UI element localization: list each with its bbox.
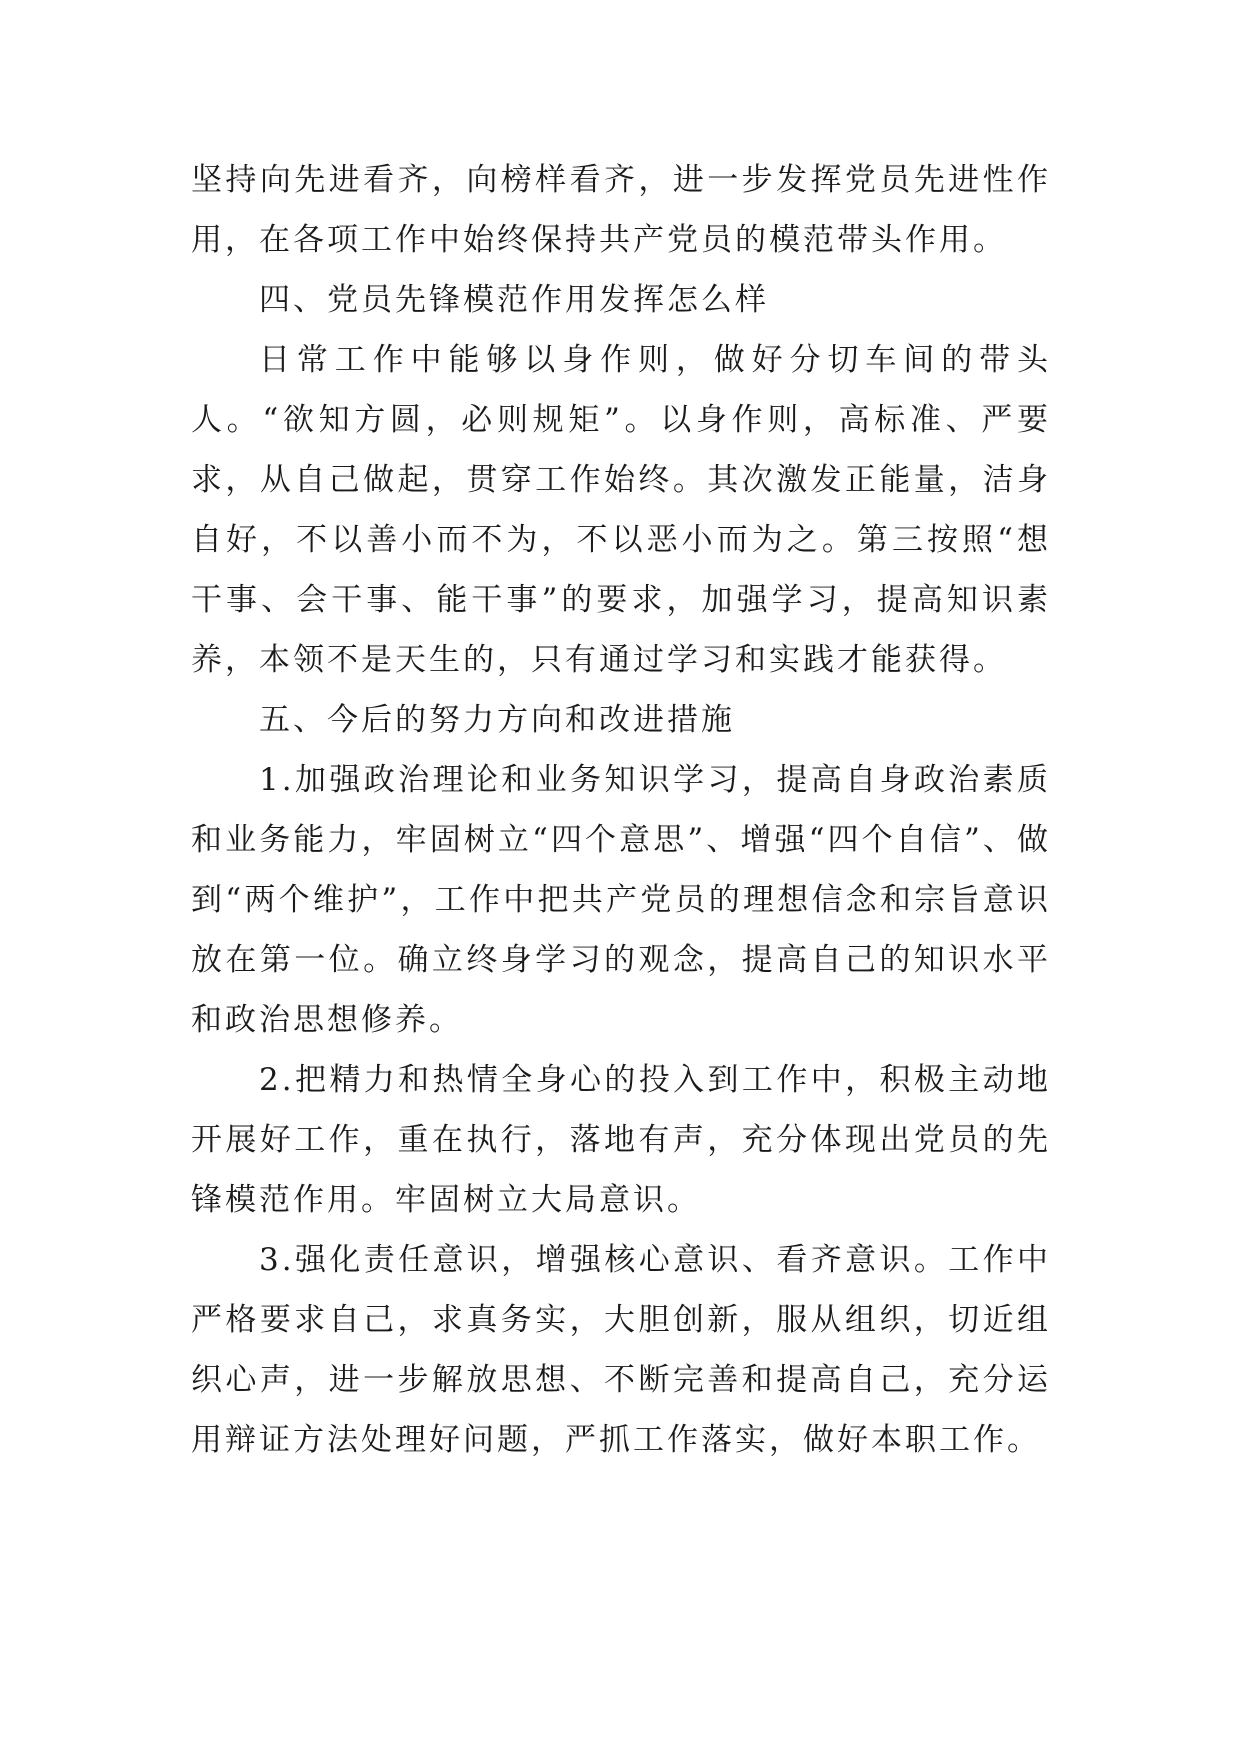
list-item-3: 3.强化责任意识，增强核心意识、看齐意识。工作中严格要求自己，求真务实，大胆创新，服从组织，切近组织心声，进一步解放思想、不断完善和提高自己，充分运用辩证方法处理好问题，严抓工作落实，做好本职工作。 <box>191 1242 1051 1458</box>
paragraph-continuation: 坚持向先进看齐，向榜样看齐，进一步发挥党员先进性作用，在各项工作中始终保持共产党员的模范带头作用。 <box>191 162 1051 258</box>
list-item-1: 1.加强政治理论和业务知识学习，提高自身政治素质和业务能力，牢固树立“四个意思”、增强“四个自信”、做到“两个维护”，工作中把共产党员的理想信念和宗旨意识放在第一位。确立终身学习的观念，提高自己的知识水平和政治思想修养。 <box>191 762 1051 1038</box>
document-body <box>191 150 1051 1470</box>
paragraph-role-model: 日常工作中能够以身作则，做好分切车间的带头人。“欲知方圆，必则规矩”。以身作则，高标准、严要求，从自己做起，贯穿工作始终。其次激发正能量，洁身自好，不以善小而不为，不以恶小而为之。第三按照“想干事、会干事、能干事”的要求，加强学习，提高知识素养，本领不是天生的，只有通过学习和实践才能获得。 <box>191 342 1051 678</box>
section-heading-five: 五、今后的努力方向和改进措施 <box>259 702 735 738</box>
section-heading-four: 四、党员先锋模范作用发挥怎么样 <box>259 282 769 318</box>
list-item-2: 2.把精力和热情全身心的投入到工作中，积极主动地开展好工作，重在执行，落地有声，充分体现出党员的先锋模范作用。牢固树立大局意识。 <box>191 1062 1051 1218</box>
